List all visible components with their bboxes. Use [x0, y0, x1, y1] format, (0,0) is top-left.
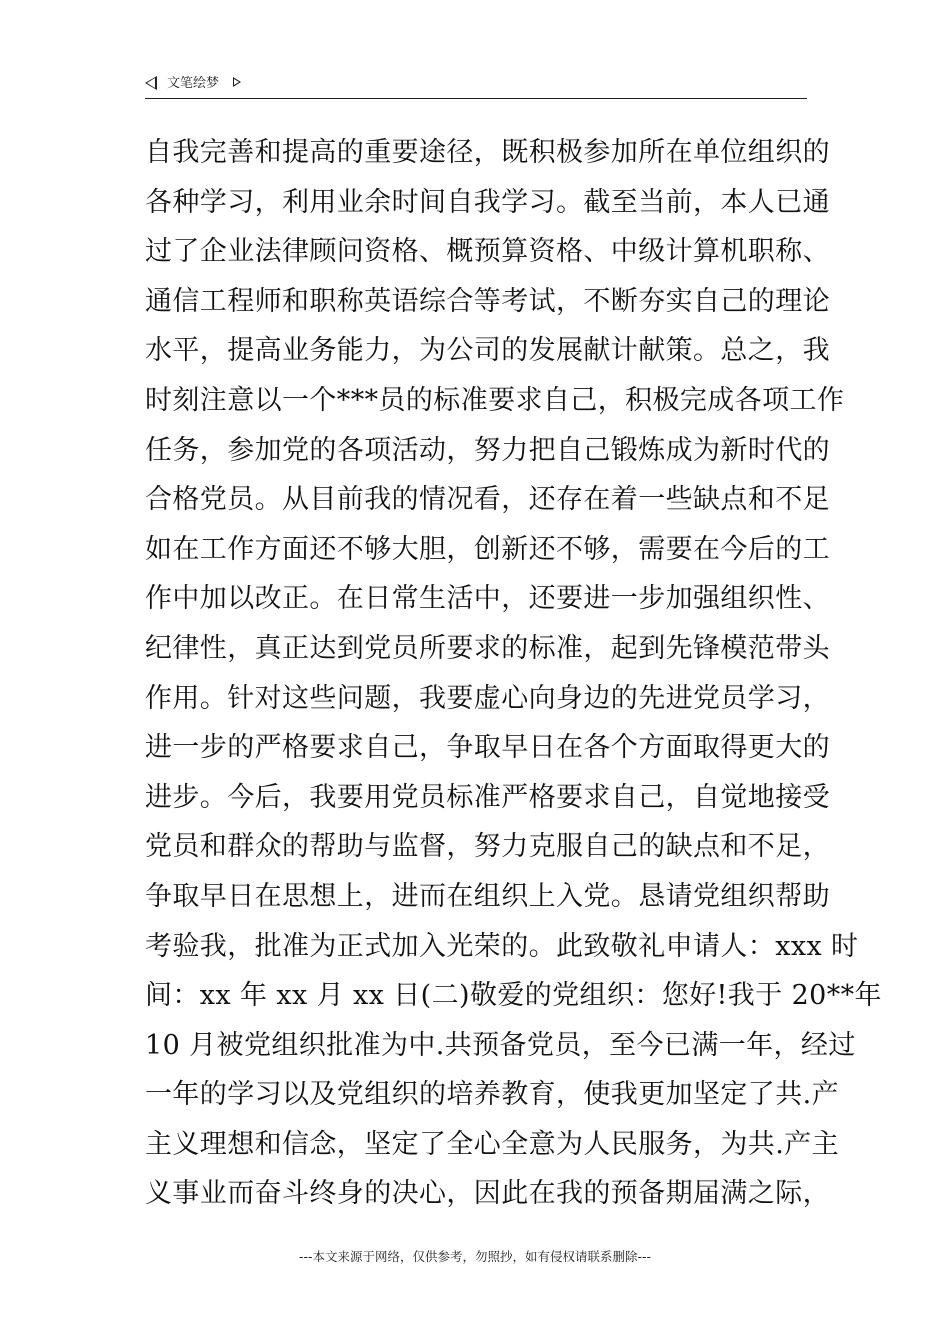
text-line: 任务，参加党的各项活动，努力把自己锻炼成为新时代的	[145, 434, 830, 466]
triangle-right-icon	[233, 77, 241, 87]
text-line: 如在工作方面还不够大胆，创新还不够，需要在今后的工	[145, 533, 830, 565]
page-header	[145, 74, 807, 99]
text-line: 自我完善和提高的重要途径，既积极参加所在单位组织的	[145, 137, 830, 168]
text-line: 10 月被党组织批准为中.共预备党员，至今已满一年，经过	[145, 1029, 856, 1061]
text-line: 主义理想和信念，坚定了全心全意为人民服务，为共.产主	[145, 1128, 839, 1160]
footer-notice: ---本文来源于网络，仅供参考，勿照抄，如有侵权请联系删除---	[298, 1249, 652, 1264]
triangle-left-icon	[145, 76, 157, 90]
text-line: 各种学习，利用业余时间自我学习。截至当前，本人已通	[145, 186, 830, 218]
text-line: 过了企业法律顾问资格、概预算资格、中级计算机职称、	[145, 236, 830, 268]
text-line: 进一步的严格要求自己，争取早日在各个方面取得更大的	[145, 732, 830, 764]
text-line: 争取早日在思想上，进而在组织上入党。恳请党组织帮助	[145, 880, 830, 912]
text-line: 时刻注意以一个***员的标准要求自己，积极完成各项工作	[145, 384, 845, 416]
document-body	[145, 128, 882, 1219]
text-line: 间：xx 年 xx 月 xx 日(二)敬爱的党组织：您好!我于 20**年	[145, 980, 882, 1012]
text-line: 一年的学习以及党组织的培养教育，使我更加坚定了共.产	[145, 1079, 839, 1111]
text-line: 进步。今后，我要用党员标准严格要求自己，自觉地接受	[145, 781, 830, 813]
text-line: 考验我，批准为正式加入光荣的。此致敬礼申请人：xxx 时	[145, 930, 859, 962]
text-line: 党员和群众的帮助与监督，努力克服自己的缺点和不足，	[145, 831, 830, 863]
text-line: 合格党员。从目前我的情况看，还存在着一些缺点和不足	[145, 484, 830, 516]
text-line: 义事业而奋斗终身的决心，因此在我的预备期届满之际，	[145, 1178, 830, 1210]
text-line: 通信工程师和职称英语综合等考试，不断夯实自己的理论	[145, 285, 830, 317]
text-line: 纪律性，真正达到党员所要求的标准，起到先锋模范带头	[145, 632, 830, 664]
header-brand: 文笔绘梦	[167, 76, 220, 91]
text-line: 水平，提高业务能力，为公司的发展献计献策。总之，我	[145, 335, 830, 367]
text-line: 作用。针对这些问题，我要虚心向身边的先进党员学习，	[145, 682, 830, 714]
text-line: 作中加以改正。在日常生活中，还要进一步加强组织性、	[145, 583, 830, 615]
